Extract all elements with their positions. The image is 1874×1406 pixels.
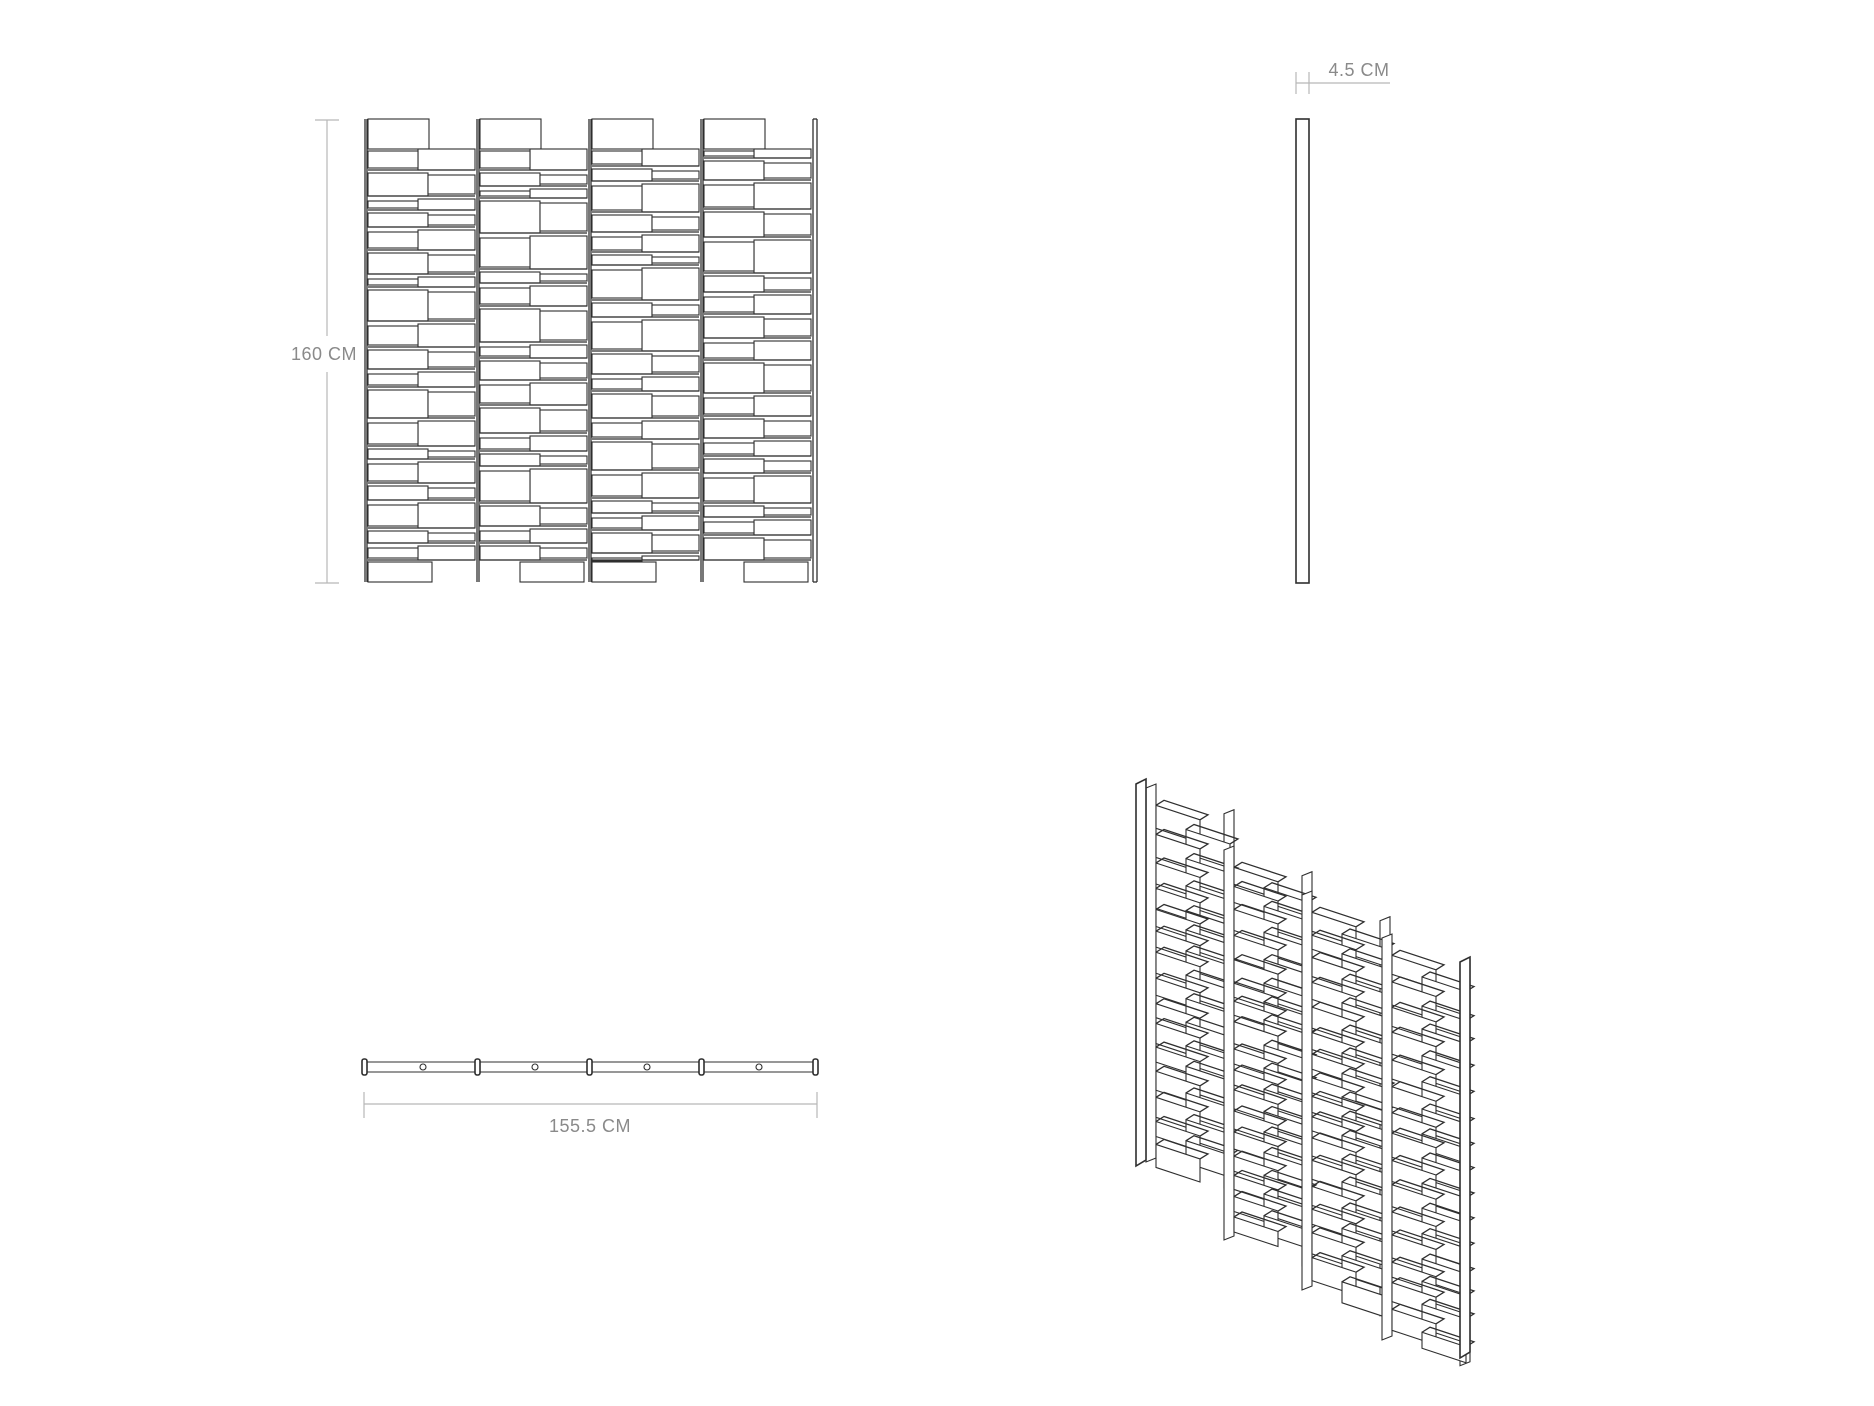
slat [540,508,587,524]
slat [428,215,475,225]
slat [652,444,699,468]
slat [480,119,541,149]
slat [764,319,811,336]
slat [652,171,699,179]
slat [480,309,540,342]
plan-view [362,1059,818,1075]
slat [428,175,475,194]
slat [592,533,652,553]
slat [642,377,699,391]
slat [652,217,699,230]
slat [642,268,699,300]
slat [530,436,587,451]
iso-end-post [1136,779,1146,1166]
slat [530,469,587,503]
width-dimension-label: 155.5 CM [548,1116,632,1136]
plan-joint [813,1059,818,1075]
slat [428,292,475,319]
slat [368,290,428,321]
slat [642,516,699,530]
slat [368,486,428,500]
slat [480,238,530,267]
slat [764,365,811,391]
slat [764,163,811,178]
slat [704,443,754,454]
depth-dimension [1296,60,1390,94]
slat [418,546,475,560]
slat [368,562,432,582]
slat [540,548,587,558]
slat [704,297,754,312]
slat [642,184,699,212]
slat [530,383,587,405]
slat [642,235,699,252]
slat [368,253,428,274]
slat [540,274,587,281]
slat [754,441,811,456]
slat [652,503,699,511]
slat [418,503,475,528]
slat [530,286,587,306]
slat [368,449,428,459]
slat [480,201,540,233]
slat [368,464,418,481]
slat [428,533,475,541]
iso-rail [1382,934,1392,1340]
slat [642,421,699,439]
slat [368,232,418,248]
slat [480,471,530,501]
slat [652,535,699,551]
slat [592,303,652,317]
slat [368,151,418,168]
slat [368,326,418,345]
slat [480,438,530,449]
slat [704,212,764,237]
slat [480,151,530,168]
slat [764,461,811,471]
slat [592,270,642,298]
slat [540,363,587,378]
slat [592,562,656,582]
slat [652,257,699,263]
slat [418,421,475,446]
slat [368,119,429,149]
slat [540,175,587,184]
slat [418,230,475,250]
slat [592,442,652,470]
plan-pin [756,1064,762,1070]
iso-rail [1224,846,1234,1240]
slat [368,350,428,369]
slat [704,538,764,560]
slat [704,185,754,207]
plan-pin [420,1064,426,1070]
slat [592,518,642,528]
slat [704,242,754,271]
slat [418,199,475,210]
slat [592,322,642,349]
slat [704,119,765,149]
slat [480,173,540,186]
slat [480,361,540,380]
slat [368,279,418,285]
plan-joint [475,1059,480,1075]
slat [754,149,811,158]
slat [530,149,587,170]
slat [704,419,764,438]
slat [540,311,587,340]
iso-rail [1146,784,1156,1162]
slat [764,214,811,235]
slat [704,151,754,156]
slat [754,295,811,314]
slat [530,189,587,198]
plan-joint [362,1059,367,1075]
side-elevation-view [1296,119,1309,583]
slat [428,451,475,457]
slat [592,423,642,437]
slat [418,372,475,387]
plan-joint [699,1059,704,1075]
slat [480,191,530,196]
slat [704,343,754,358]
slat [592,151,642,164]
slat [592,186,642,210]
slat [744,562,808,582]
slat [642,320,699,351]
slat [368,531,428,543]
slat [540,203,587,231]
slat [704,317,764,338]
slat [764,278,811,290]
slat [754,476,811,503]
slat [704,459,764,473]
slat [592,475,642,496]
slat [368,423,418,444]
slat [368,548,418,558]
front-elevation-view [365,119,817,582]
slat [592,169,652,181]
slat [652,356,699,372]
slat [592,354,652,374]
slat [592,379,642,389]
iso-end-post [1460,957,1470,1358]
slat [704,506,764,517]
slat [592,394,652,418]
slat [754,520,811,535]
slat [480,506,540,526]
slat [592,255,652,265]
slat [754,183,811,209]
slat [418,462,475,483]
slat [418,149,475,170]
plan-pin [644,1064,650,1070]
slat [704,276,764,292]
slat [418,277,475,287]
height-dimension-label: 160 CM [290,344,358,364]
slat [480,546,540,560]
slat [480,408,540,433]
slat [704,363,764,393]
slat [530,529,587,543]
slat [592,215,652,232]
slat [764,421,811,436]
height-dimension [286,120,357,583]
slat [428,392,475,416]
slat [368,213,428,227]
slat [704,522,754,533]
slat [428,488,475,498]
slat [418,324,475,347]
slat [592,501,652,513]
slat [530,236,587,269]
slat [480,272,540,283]
slat [428,352,475,367]
slat [540,410,587,431]
slat [480,347,530,356]
slat [368,374,418,385]
slat [480,385,530,403]
slat [368,201,418,208]
slat [704,478,754,501]
slat [540,456,587,464]
depth-dimension-label: 4.5 CM [1328,60,1390,80]
slat [480,454,540,466]
slat [592,237,642,250]
slat [520,562,584,582]
slat [480,288,530,304]
width-dimension [364,1092,817,1136]
slat [428,255,475,272]
slat [764,508,811,515]
slat [704,398,754,414]
slat [530,345,587,358]
slat [704,161,764,180]
slat [754,396,811,416]
slat [642,473,699,498]
slat [652,305,699,315]
slat [368,505,418,526]
isometric-view [1136,779,1474,1366]
slat [368,390,428,418]
iso-rail [1302,891,1312,1290]
slat [480,531,530,541]
slat [652,396,699,416]
slat [754,240,811,273]
slat [754,341,811,360]
plan-pin [532,1064,538,1070]
slat [592,119,653,149]
slat [764,540,811,558]
plan-joint [587,1059,592,1075]
slat [642,149,699,166]
slat [368,173,428,196]
